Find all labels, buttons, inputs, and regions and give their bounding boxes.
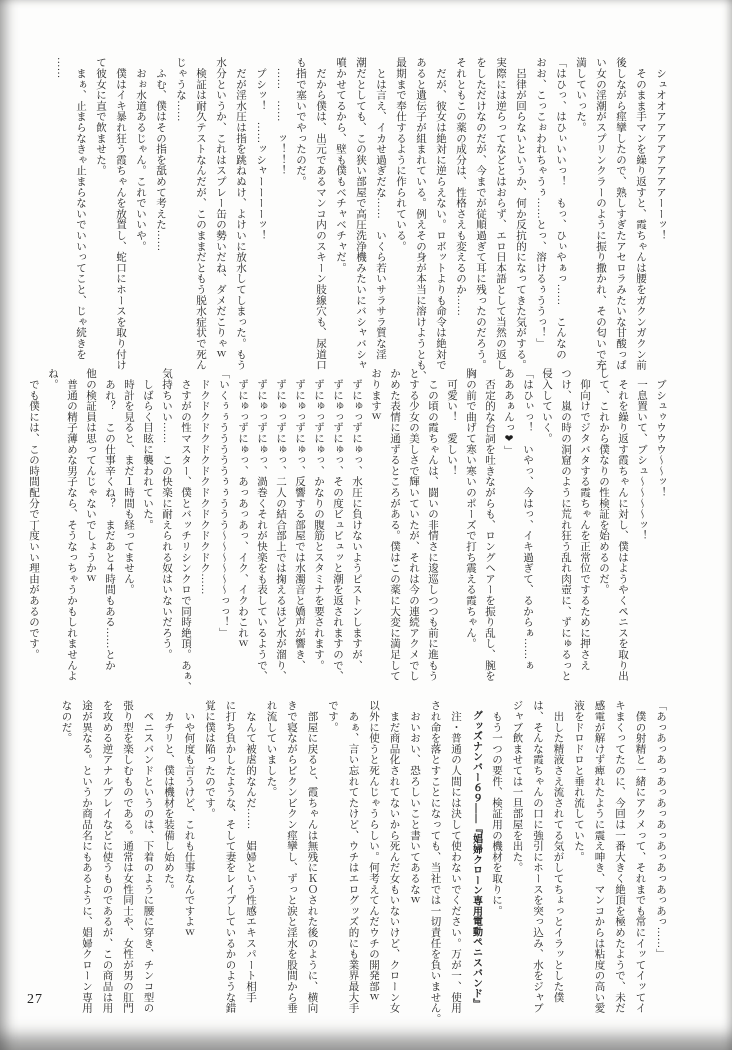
text-column: かめた表情に通ずるところがある。僕はこの薬に大変に満足して: [389, 368, 400, 682]
text-column: だが淫水圧は指を跳ねぬけ、よけいに放水してしまった。もう: [235, 57, 246, 371]
text-column: 覚に僕は陥ったのです。: [204, 700, 215, 819]
text-column: つけ、嵐の時の洞窟のように荒れ狂う乱れ肉壺に、ずにゅるっと: [560, 368, 571, 682]
text-column: おいおい、恐ろしいこと書いてあるなｗ: [409, 700, 420, 906]
text-column: い女の淫潮がスプリンクラーのように振り撒かれ、その匂いで充: [595, 57, 606, 371]
text-column: 実際には逆らってなどとはおらず、エロ日本語として当然の返し: [495, 57, 506, 371]
text-column: 途が異なる。というか商品名にもあるように、娼婦クローン専用: [81, 700, 92, 1014]
text-column: あああぁんっ❤」: [503, 368, 514, 456]
text-column: 満していった。: [575, 57, 586, 133]
text-column: まぁ、止まらなきゃ止まらないでいいってこと、じゃ続きを: [75, 57, 86, 360]
text-column: きで寝ながらビクンビクン痙攣し、ずっと涙と淫水を股間から垂: [286, 700, 297, 1014]
text-column: 「はひぃっ！ いやっ、今はっ、イキ過ぎて、るからぁ……ぁ: [522, 368, 533, 671]
text-column: 僕はイキ暴れ狂う霞ちゃんを放置し、蛇口にホースを取り付け: [115, 57, 126, 371]
text-column: ずにゅっずにゅっ、その度ビュビュッと潮を返されますので、: [332, 368, 343, 682]
text-column: 気持ちいい…… この快楽に耐えられる奴はいないだろう。: [161, 368, 172, 660]
text-column: 検証は耐久テストなんだが、このままだともう脱水症状で死ん: [195, 57, 206, 371]
text-column: 以外に使うと死んじゃうらしい。何考えてんだウチの開発部ｗ: [368, 700, 379, 1003]
page-number: 27: [27, 992, 43, 1007]
text-column: 水分というか、これはスプレー缶の勢いだね、ダメだこりゃｗ: [215, 57, 226, 360]
text-column: …… …… ッ！！！: [275, 57, 286, 176]
text-column: 一息置いて、ブシュ〜〜〜〜ッ！: [636, 368, 647, 541]
text-column: プシッ！ ……ッシャーーーーッ！: [255, 57, 266, 241]
text-column: 侵入していく。: [541, 368, 552, 444]
text-column: 噴かせてるから、壁も僕もベチャベチャだ。: [335, 57, 346, 273]
text-column: もう一つの要件、検証用の機材を取りに。: [491, 700, 502, 916]
text-column: ずにゅっずにゅっ、かなりの腹筋とスタミナを要されます。: [313, 368, 324, 671]
text-column: 張り型を楽しむものである。通常は女性同士や、女性が男の肛門: [122, 700, 133, 1014]
text-column: とする少女の美しさで輝いていたが、それは今の連続アクメでし: [408, 368, 419, 682]
text-column: あれ？ この仕事辛くね？ まだあと４時間もある……とか: [104, 368, 115, 671]
text-column: をしただけなのだが、今までが従順過ぎて耳に残ったのだろう。: [475, 57, 486, 371]
text-column: じゃうな……: [175, 57, 186, 122]
text-band-middle: [24, 368, 670, 698]
text-column: 「はひっ、はひぃいいっ！ もっ、ひぃやぁっ…… こんなの: [555, 57, 566, 360]
text-column: して、これから僕なりの性検証を始めるのだ。: [598, 368, 609, 595]
text-column: おりますｗ: [370, 368, 381, 422]
text-column: 否定的な台詞を吐きながらも、ロングヘアーを振り乱し、腕を: [484, 368, 495, 682]
text-column: 注・普通の人間には決して使わないでください。万が一、使用: [450, 700, 461, 1014]
text-column: さすがの性マスター、僕とバッチリシンクロで同時絶頂。あぁ、: [180, 368, 191, 692]
text-column: 呂律が回らないというか、何か反抗的になってきた気がする。: [515, 57, 526, 371]
text-column: とは言え、イカせ過ぎだな…… いくら若いサラサラ質な淫: [375, 57, 386, 360]
text-column: キまくってたのに、今回は一番大きく絶頂を極めたようで、未だ: [614, 700, 625, 1014]
text-column: まだ商品化されてないから死んだ女もいないけど、クローン女: [388, 700, 400, 1014]
text-band-top: [50, 57, 670, 381]
text-column: ドクドクドクドクドクドクドクドクドク……: [199, 368, 210, 595]
text-column: 部屋に戻ると、霞ちゃんは無残にＫＯされた後のように、横向: [306, 700, 318, 1014]
text-column: 出した精液さえ流されてる気がしてちょっとイラッとした僕: [552, 700, 564, 1003]
text-column: そのまま手マンを繰り返すと、霞ちゃんは腰をガクンガクン前: [635, 57, 646, 371]
text-column: 「いくぅぅうううううぅぅううう〜〜〜〜〜〜っっ！」: [218, 368, 229, 638]
text-column: だが、彼女は絶対に逆らえない。ロボットよりも命令は絶対で: [435, 57, 446, 371]
text-column: 胸の前で曲げて寒い寒いのポーズで打ち震える霞ちゃん。: [465, 368, 476, 649]
text-column: ジャブ飲ませては一旦部屋を出た。: [511, 700, 523, 873]
text-column: され命を落とすことになっても、当社では一切責任を負いません。: [429, 700, 441, 1024]
text-column: ずにゅっずにゅっ、反響する部屋では水濁音と嬌声が響き、: [294, 368, 305, 671]
text-column: ずにゅっずにゅっ、あっあっあっ、イク、イクわこれｗ: [237, 368, 248, 649]
text-column: それを繰り返す霞ちゃんに対し、僕はようやくペニスを取り出: [617, 368, 628, 682]
text-column: ふむ、僕はその指を舐めて考えた……: [155, 57, 166, 252]
text-column: いや何度も言うけど、これも仕事なんですよｗ: [183, 700, 195, 938]
text-column: て彼女に直で飲ませた。: [95, 57, 106, 176]
text-column: ……: [55, 57, 66, 79]
text-column: だから僕は、出元であるマンコ内のスキーン肢線穴も、尿道口: [315, 57, 326, 371]
text-column: 最期まで奉仕するように作られている。: [395, 57, 406, 252]
text-column: 「あっあっあっあっあっあっあっあっあっあっ……」: [655, 700, 666, 960]
text-column: それともこの薬の成分は、性格さえも変えるのか……: [455, 57, 466, 317]
text-column: ずにゅっずにゅっ、渦巻くそれが快楽をも表しているようで、: [256, 368, 267, 682]
text-column: を攻める逆アナルプレイなどに使うものであるが、この商品は用: [101, 700, 113, 1014]
text-column: この頃の霞ちゃんは、闘いの非情さに逡巡しつつも前に進もう: [427, 368, 438, 682]
text-column: 可愛い！ 愛しい！: [446, 368, 457, 476]
text-column: おぉ水道あるじゃん。これでいいや。: [135, 57, 146, 252]
text-column: ブシュゥウウウ〜〜ッ！: [655, 368, 666, 498]
text-column: でも僕には、この時間配分で丁度いい理由があるのです。: [28, 368, 39, 660]
text-column: カチリと、僕は機材を装備し始めた。: [163, 700, 174, 895]
text-column: ずにゅっずにゅっ、水圧に負けないようピストンしますが、: [351, 368, 362, 671]
text-column: 潮だとしても、この狭い部屋で高圧洗浄機みたいにバシャバシャ: [355, 57, 366, 371]
text-column: 普通の精子薄めな男子なら、そうなっちゃうかもしれませんよ: [66, 368, 77, 682]
text-column: 後しながら痙攣したので、熟しすぎたアセロラみたいな甘酸っぱ: [615, 57, 626, 371]
text-column: 他の検証員は思ってんじゃないでしょうかｗ: [85, 368, 96, 584]
text-column: に打ち負かしたような、そして妻をレイプしているかのような錯: [224, 700, 236, 1014]
text-column: ペニスバンドというのは、下着のように腰に穿き、チンコ型の: [142, 700, 154, 1014]
text-column: ね。: [47, 368, 58, 390]
text-column: シュオオアアアアアアアアーーッ！: [655, 57, 666, 241]
text-column: あると遺伝子が組まれている。例えその身が本当に溶けようとも、: [415, 57, 426, 381]
text-column: 僕の射精と一緒にアクメって、それまでも常にイッてイッてイ: [634, 700, 646, 1014]
text-column: 時計を見ると、まだ１時間も経ってません。: [123, 368, 134, 595]
text-column: あぁ、言い忘れてたけど、ウチはエログッズ的にも業界最大手: [347, 700, 359, 1014]
text-column: です。: [327, 700, 338, 733]
text-column: も指で塞いでやったのだ。: [295, 57, 306, 187]
text-column: おお、こっこぉわれちゃうぅ……とっ、溶けるぅううっ！」: [535, 57, 546, 349]
text-column: グッズナンバー６９――『娼婦クローン専用電動ペニスバンド』: [470, 700, 482, 1009]
text-column: しばらく目眩に襲われていた。: [142, 368, 153, 530]
text-column: ずにゅっずにゅっ、二人の結合部上では掬えるほど水が溜り、: [275, 368, 286, 682]
text-column: れ流していました。: [265, 700, 277, 798]
text-band-bottom: [55, 700, 670, 1034]
text-column: 液をドロドロと垂れ流していた。: [573, 700, 584, 862]
text-column: なのだ。: [60, 700, 72, 744]
text-column: は、そんな霞ちゃんの口に強引にホースを突っ込み、水をジャブ: [532, 700, 543, 1014]
text-column: 感電が解けず痺れたように震え呻き、マンコからは粘度の高い愛: [593, 700, 605, 1014]
text-column: 仰向けでジタバタする霞ちゃんを正常位でするために押さえ: [579, 368, 590, 671]
text-column: なんて被虐的なんだ…… 娼婦という性感エキスパート相手: [245, 700, 256, 1003]
